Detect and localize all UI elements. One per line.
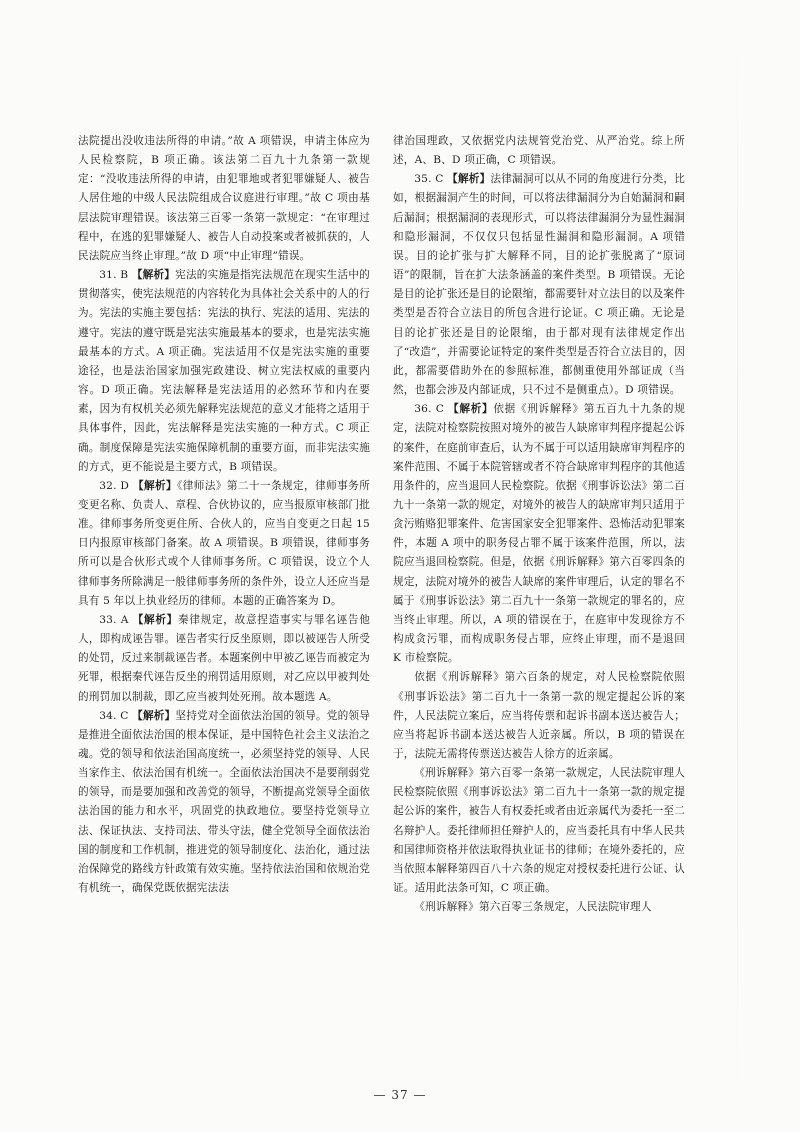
- answer-number: 31. B: [99, 269, 132, 282]
- paragraph-text: 律治国理政，又依据党内法规管党治党、从严治党。综上所述，A、B、D 项正确，C 项错误。: [393, 135, 685, 167]
- paragraph: [78, 132, 370, 266]
- left-column: [78, 132, 370, 898]
- answer-number: 36. C: [414, 403, 449, 416]
- answer-33: [78, 611, 370, 707]
- paragraph-text: 法院提出没收违法所得的申请。”故 A 项错误，申请主体应为人民检察院，B 项正确。该法第二百九十九条第一款规定：“没收违法所得的申请，由犯罪地或者犯罪嫌疑人、被告人居住地的中级人民法院组成合议庭进行审理。”故 C 项由基层法院审理错误。该法第三百零一条第一款规定：“在审理过程中，在逃的犯罪嫌疑人、被告人自动投案或者被抓获的，人民法院应当终止审理。”故 D 项“中止审理”错误。: [78, 135, 370, 262]
- paragraph: [393, 764, 685, 898]
- answer-34: [78, 707, 370, 899]
- right-column: [393, 132, 685, 917]
- answer-number: 35. C: [414, 173, 448, 186]
- answer-35: [393, 170, 685, 400]
- paragraph-text: 法律漏洞可以从不同的角度进行分类，比如，根据漏洞产生的时间，可以将法律漏洞分为自始漏洞和嗣后漏洞；根据漏洞的表现形式，可以将法律漏洞分为显性漏洞和隐形漏洞，不仅仅只包括显性漏洞和隐形漏洞。A 项错误。目的论扩张与扩大解释不同，目的论扩张脱离了“原词语”的限制，旨在扩大法条涵盖的案件类型。B 项错误。无论是目的论扩张还是目的论限缩，都需要针对立法目的以及案件类型是否符合立法目的所包含进行论证。C 项正确。无论是目的论扩张还是目的论限缩，由于都对现有法律规定作出了“改造”，并需要论证特定的案件类型是否符合立法目的，因此，都需要借助外在的参照标准，都侧重使用外部证成（当然，也都会涉及内部证成，只不过不是侧重点）。D 项错误。: [393, 173, 685, 397]
- analysis-tag: 【解析】: [132, 613, 178, 626]
- paragraph-text: 依据《刑诉解释》第五百九十九条的规定，法院对检察院按照对境外的被告人缺席审判程序提起公诉的案件，在庭前审查后，认为不属于可以适用缺席审判程序的案件范围、不属于本院管辖或者不符合缺席审判程序的其他适用条件的，应当退回人民检察院。依据《刑事诉讼法》第二百九十一条第一款的规定，对境外的被告人的缺席审判只适用于贪污贿赂犯罪案件、危害国家安全犯罪案件、恐怖活动犯罪案件，本题 A 项中的职务侵占罪不属于该案件范围，所以，法院应当退回检察院。但是，依据《刑诉解释》第六百零四条的规定，法院对境外的被告人缺席的案件审理后，认定的罪名不属于《刑事诉讼法》第二百九十一条第一款规定的罪名的，应当终止审理。所以，A 项的错误在于，在庭审中发现徐方不构成贪污罪，而构成职务侵占罪，应终止审理，而不是退回 K 市检察院。: [393, 403, 685, 665]
- analysis-tag: 【解析】: [132, 709, 176, 722]
- answer-32: [78, 477, 370, 611]
- paragraph-text: 坚持党对全面依法治国的领导。党的领导是推进全面依法治国的根本保证，是中国特色社会主义法治之魂。党的领导和依法治国高度统一，必须坚持党的领导、人民当家作主、依法治国有机统一。全面依法治国决不是要削弱党的领导，而是要加强和改善党的领导，不断提高党领导全面依法治国的能力和水平，巩固党的执政地位。要坚持党领导立法、保证执法、支持司法、带头守法，健全党领导全面依法治国的制度和工作机制，推进党的领导制度化、法治化，通过法治保障党的路线方针政策有效实施。坚持依法治国和依规治党有机统一，确保党既依据宪法法: [78, 709, 370, 895]
- paragraph-text: 《律师法》第二十一条规定，律师事务所变更名称、负责人、章程、合伙协议的，应当报原审核部门批准。律师事务所变更住所、合伙人的，应当自变更之日起 15 日内报原审核部门备案。故 A 项错误。B 项错误，律师事务所可以是合伙形式或个人律师事务所。C 项错误，设立个人律师事务所除满足一般律师事务所的条件外，设立人还应当是具有 5 年以上执业经历的律师。本题的正确答案为 D。: [78, 479, 370, 607]
- analysis-tag: 【解析】: [447, 173, 491, 186]
- analysis-tag: 【解析】: [131, 269, 176, 282]
- paragraph-text: 《刑诉解释》第六百零三条规定，人民法院审理人: [414, 901, 652, 914]
- page-number: — 37 —: [373, 1088, 427, 1102]
- paragraph-text: 依据《刑诉解释》第六百条的规定，对人民检察院依照《刑事诉讼法》第二百九十一条第一款的规定提起公诉的案件，人民法院立案后，应当将传票和起诉书副本送达被告人；应当将起诉书副本送达被告人近亲属。所以，B 项的错误在于，法院无需将传票送达被告人徐方的近亲属。: [393, 671, 685, 760]
- answer-number: 33. A: [99, 613, 133, 626]
- answer-31: [78, 266, 370, 477]
- paragraph-text: 秦律规定，故意捏造事实与罪名诬告他人，即构成诬告罪。诬告者实行反坐原则，即以被诬告人所受的处罚，反过来制裁诬告者。本题案例中甲被乙诬告而被定为死罪，根据秦代诬告反坐的刑罚适用原则，对乙应以甲被判处的刑罚加以制裁，即乙应当被判处死刑。故本题选 A。: [78, 613, 370, 703]
- paragraph-text: 《刑诉解释》第六百零一条第一款规定，人民法院审理人民检察院依照《刑事诉讼法》第二百九十一条第一款的规定提起公诉的案件，被告人有权委托或者由近亲属代为委托一至二名辩护人。委托律师担任辩护人的，应当委托具有中华人民共和国律师资格并依法取得执业证书的律师；在境外委托的，应当依照本解释第四百八十六条的规定对授权委托进行公证、认证。适用此法条可知，C 项正确。: [393, 767, 685, 895]
- paragraph: [393, 898, 685, 917]
- analysis-tag: 【解析】: [132, 479, 178, 492]
- analysis-tag: 【解析】: [448, 403, 494, 416]
- paragraph: [393, 132, 685, 170]
- answer-number: 32. D: [99, 479, 133, 492]
- page-fold-shadow: [737, 0, 738, 1132]
- paragraph-text: 宪法的实施是指宪法规范在现实生活中的贯彻落实，使宪法规范的内容转化为具体社会关系中的人的行为。宪法的实施主要包括：宪法的执行、宪法的适用、宪法的遵守。宪法的遵守既是宪法实施最基本的要求，也是宪法实施最基本的方式。A 项正确。宪法适用不仅是宪法实施的重要途径，也是法治国家加强宪政建设、树立宪法权威的重要内容。D 项正确。宪法解释是宪法适用的必然环节和内在要素，因为有权机关必须先解释宪法规范的意义才能将之适用于具体事件，因此，宪法解释是宪法实施的一种方式。C 项正确。制度保障是宪法实施保障机制的重要方面，而非宪法实施的方式，更不能说是主要方式，B 项错误。: [78, 269, 370, 473]
- paragraph: [393, 668, 685, 764]
- answer-number: 34. C: [99, 709, 133, 722]
- answer-36: [393, 400, 685, 668]
